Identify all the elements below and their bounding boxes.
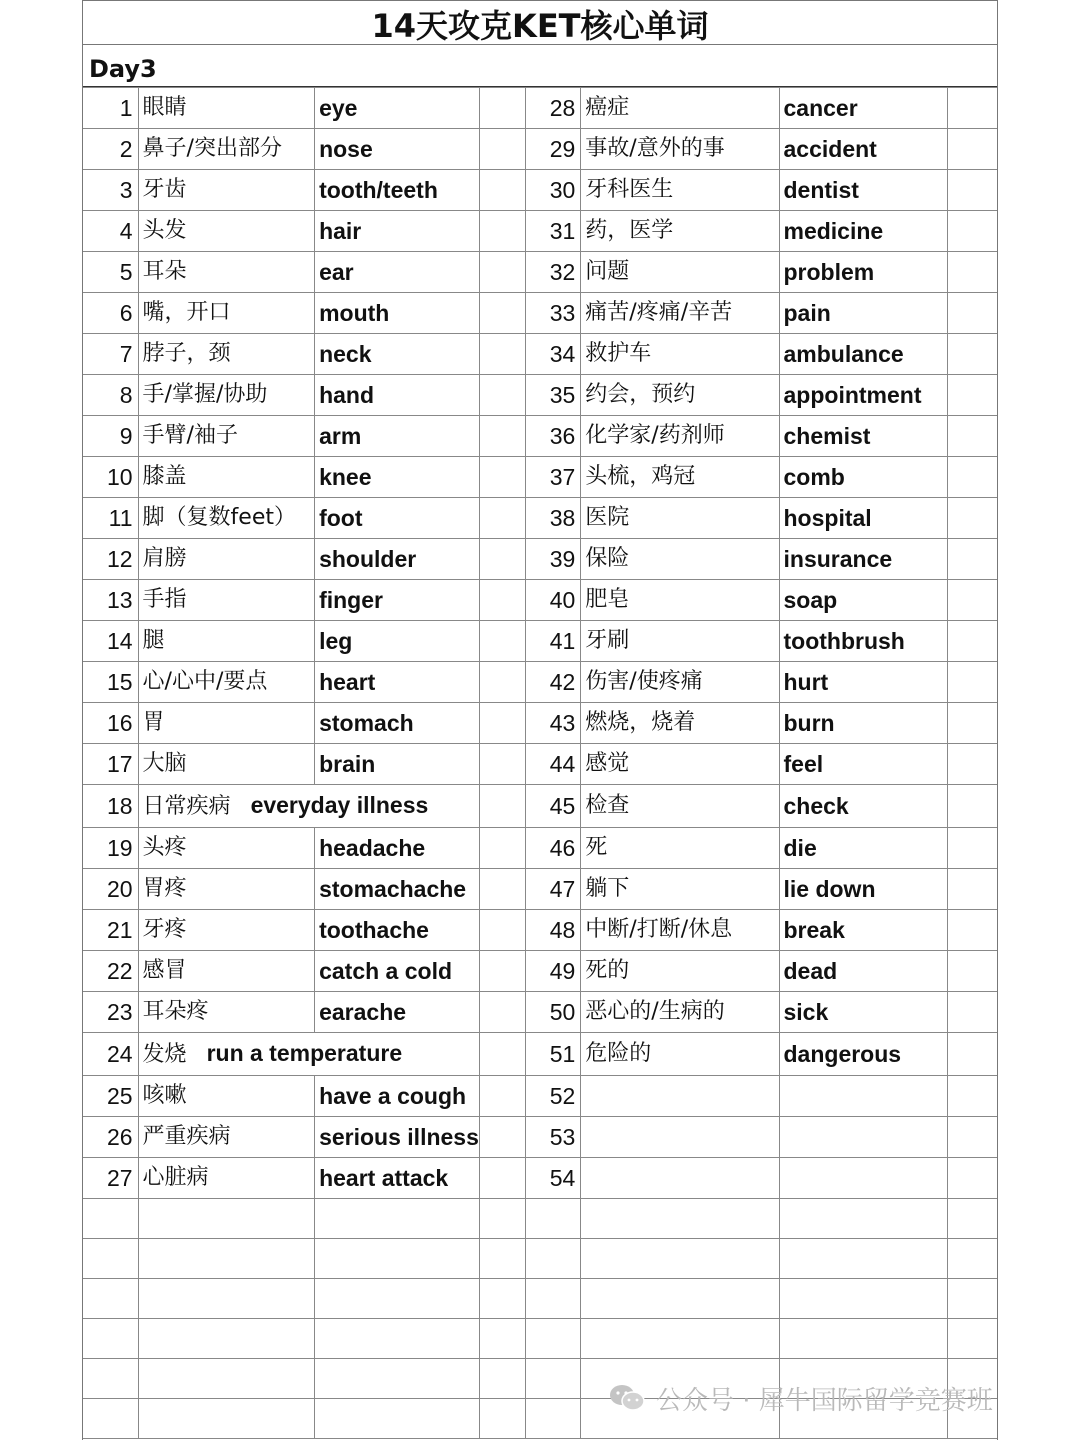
row-number: 3	[83, 170, 138, 211]
blank-cell	[315, 1359, 480, 1399]
chinese-term: 日常疾病	[142, 794, 231, 819]
blank-cell	[948, 1033, 997, 1076]
row-number: 28	[526, 88, 581, 129]
chinese-term: 约会，预约	[581, 375, 779, 416]
chinese-term: 死的	[581, 951, 779, 992]
blank-cell	[479, 662, 525, 703]
blank-cell	[948, 170, 997, 211]
blank-cell	[138, 1279, 315, 1319]
table-row	[83, 580, 997, 621]
english-term: shoulder	[315, 539, 480, 580]
blank-cell	[479, 170, 525, 211]
blank-cell	[948, 869, 997, 910]
blank-cell	[779, 1199, 948, 1239]
blank-cell	[479, 621, 525, 662]
english-term: tooth/teeth	[315, 170, 480, 211]
blank-cell	[479, 1117, 525, 1158]
english-term	[779, 1076, 948, 1117]
english-term: eye	[315, 88, 480, 129]
chinese-term: 医院	[581, 498, 779, 539]
row-number: 53	[526, 1117, 581, 1158]
blank-cell	[948, 498, 997, 539]
blank-cell	[315, 1199, 480, 1239]
english-term: heart attack	[315, 1158, 480, 1199]
table-row	[83, 334, 997, 375]
english-term: headache	[315, 828, 480, 869]
blank-cell	[948, 334, 997, 375]
table-row	[83, 1033, 997, 1076]
table-row	[83, 375, 997, 416]
row-number: 33	[526, 293, 581, 334]
english-term: sick	[779, 992, 948, 1033]
table-row	[83, 1199, 997, 1239]
chinese-term: 心脏病	[138, 1158, 315, 1199]
blank-cell	[83, 1239, 138, 1279]
wechat-icon	[608, 1383, 646, 1413]
blank-cell	[948, 580, 997, 621]
blank-cell	[948, 211, 997, 252]
chinese-term: 耳朵疼	[138, 992, 315, 1033]
row-number: 16	[83, 703, 138, 744]
row-number: 29	[526, 129, 581, 170]
row-number: 8	[83, 375, 138, 416]
english-term: dentist	[779, 170, 948, 211]
blank-cell	[948, 951, 997, 992]
blank-cell	[948, 703, 997, 744]
chinese-term: 牙齿	[138, 170, 315, 211]
row-number: 46	[526, 828, 581, 869]
row-number: 30	[526, 170, 581, 211]
day-label: Day3	[89, 55, 157, 83]
english-term: mouth	[315, 293, 480, 334]
row-number: 17	[83, 744, 138, 785]
chinese-term: 嘴，开口	[138, 293, 315, 334]
chinese-term: 胃疼	[138, 869, 315, 910]
chinese-term: 头梳，鸡冠	[581, 457, 779, 498]
english-term: toothache	[315, 910, 480, 951]
merged-entry-cell	[138, 1033, 479, 1076]
row-number: 37	[526, 457, 581, 498]
english-term: accident	[779, 129, 948, 170]
blank-cell	[948, 129, 997, 170]
table-row	[83, 869, 997, 910]
english-term: die	[779, 828, 948, 869]
table-row	[83, 951, 997, 992]
row-number: 35	[526, 375, 581, 416]
chinese-term: 死	[581, 828, 779, 869]
table-row	[83, 416, 997, 457]
english-term: hurt	[779, 662, 948, 703]
chinese-term: 危险的	[581, 1033, 779, 1076]
blank-cell	[526, 1399, 581, 1439]
row-number: 44	[526, 744, 581, 785]
row-number: 6	[83, 293, 138, 334]
blank-cell	[948, 1076, 997, 1117]
english-term: neck	[315, 334, 480, 375]
chinese-term: 胃	[138, 703, 315, 744]
chinese-term: 肥皂	[581, 580, 779, 621]
row-number: 5	[83, 252, 138, 293]
blank-cell	[479, 869, 525, 910]
row-number: 31	[526, 211, 581, 252]
row-number: 41	[526, 621, 581, 662]
blank-cell	[948, 252, 997, 293]
chinese-term	[581, 1158, 779, 1199]
blank-cell	[479, 252, 525, 293]
row-number: 39	[526, 539, 581, 580]
chinese-term: 手指	[138, 580, 315, 621]
blank-cell	[315, 1319, 480, 1359]
english-term: cancer	[779, 88, 948, 129]
row-number: 19	[83, 828, 138, 869]
english-term: stomach	[315, 703, 480, 744]
chinese-term: 牙刷	[581, 621, 779, 662]
blank-cell	[948, 88, 997, 129]
chinese-term: 咳嗽	[138, 1076, 315, 1117]
blank-cell	[948, 1199, 997, 1239]
chinese-term: 救护车	[581, 334, 779, 375]
blank-cell	[479, 334, 525, 375]
table-row	[83, 744, 997, 785]
english-term: catch a cold	[315, 951, 480, 992]
blank-cell	[315, 1279, 480, 1319]
blank-cell	[479, 211, 525, 252]
english-term: stomachache	[315, 869, 480, 910]
row-number: 32	[526, 252, 581, 293]
blank-cell	[948, 1117, 997, 1158]
english-term	[779, 1158, 948, 1199]
chinese-term: 眼睛	[138, 88, 315, 129]
row-number: 38	[526, 498, 581, 539]
chinese-term: 检查	[581, 785, 779, 828]
english-term: brain	[315, 744, 480, 785]
blank-cell	[948, 1279, 997, 1319]
english-term: nose	[315, 129, 480, 170]
chinese-term: 痛苦/疼痛/辛苦	[581, 293, 779, 334]
blank-cell	[479, 951, 525, 992]
row-number: 42	[526, 662, 581, 703]
blank-cell	[479, 539, 525, 580]
row-number: 10	[83, 457, 138, 498]
row-number: 54	[526, 1158, 581, 1199]
table-row	[83, 539, 997, 580]
blank-cell	[948, 457, 997, 498]
blank-cell	[479, 457, 525, 498]
blank-cell	[479, 375, 525, 416]
blank-cell	[948, 910, 997, 951]
blank-cell	[479, 1279, 525, 1319]
blank-cell	[526, 1359, 581, 1399]
blank-cell	[479, 1319, 525, 1359]
blank-cell	[83, 1359, 138, 1399]
row-number: 23	[83, 992, 138, 1033]
english-term: break	[779, 910, 948, 951]
chinese-term	[581, 1117, 779, 1158]
english-term: arm	[315, 416, 480, 457]
english-term: soap	[779, 580, 948, 621]
blank-cell	[948, 293, 997, 334]
chinese-term: 躺下	[581, 869, 779, 910]
blank-cell	[948, 416, 997, 457]
blank-cell	[315, 1239, 480, 1279]
chinese-term: 脚（复数feet）	[138, 498, 315, 539]
row-number: 26	[83, 1117, 138, 1158]
blank-cell	[479, 498, 525, 539]
row-number: 24	[83, 1033, 138, 1076]
table-row	[83, 828, 997, 869]
blank-cell	[948, 1239, 997, 1279]
blank-cell	[479, 785, 525, 828]
blank-cell	[479, 1239, 525, 1279]
page-title: 14天攻克KET核心单词	[83, 1, 997, 45]
english-term: foot	[315, 498, 480, 539]
english-term: have a cough	[315, 1076, 480, 1117]
table-row	[83, 1076, 997, 1117]
english-term: hospital	[779, 498, 948, 539]
blank-cell	[479, 1199, 525, 1239]
blank-cell	[83, 1319, 138, 1359]
blank-cell	[779, 1279, 948, 1319]
english-term: feel	[779, 744, 948, 785]
blank-cell	[581, 1239, 779, 1279]
chinese-term: 膝盖	[138, 457, 315, 498]
blank-cell	[526, 1199, 581, 1239]
chinese-term: 手臂/袖子	[138, 416, 315, 457]
chinese-term	[581, 1076, 779, 1117]
chinese-term: 头疼	[138, 828, 315, 869]
blank-cell	[83, 1279, 138, 1319]
english-term: ear	[315, 252, 480, 293]
watermark	[608, 1378, 993, 1418]
chinese-term: 发烧	[142, 1042, 187, 1067]
blank-cell	[479, 129, 525, 170]
row-number: 20	[83, 869, 138, 910]
chinese-term: 心/心中/要点	[138, 662, 315, 703]
row-number: 43	[526, 703, 581, 744]
blank-cell	[479, 1033, 525, 1076]
english-term: earache	[315, 992, 480, 1033]
blank-cell	[479, 293, 525, 334]
table-row	[83, 621, 997, 662]
row-number: 15	[83, 662, 138, 703]
english-term: chemist	[779, 416, 948, 457]
blank-cell	[138, 1199, 315, 1239]
table-row	[83, 910, 997, 951]
table-row	[83, 785, 997, 828]
blank-cell	[479, 744, 525, 785]
row-number: 1	[83, 88, 138, 129]
chinese-term: 耳朵	[138, 252, 315, 293]
row-number: 34	[526, 334, 581, 375]
row-number: 45	[526, 785, 581, 828]
table-row	[83, 1279, 997, 1319]
english-term: dead	[779, 951, 948, 992]
table-row	[83, 293, 997, 334]
english-term: check	[779, 785, 948, 828]
blank-cell	[479, 1399, 525, 1439]
blank-cell	[948, 992, 997, 1033]
blank-cell	[948, 375, 997, 416]
blank-cell	[83, 1199, 138, 1239]
blank-cell	[138, 1319, 315, 1359]
chinese-term: 鼻子/突出部分	[138, 129, 315, 170]
table-row	[83, 129, 997, 170]
chinese-term: 化学家/药剂师	[581, 416, 779, 457]
blank-cell	[479, 1359, 525, 1399]
english-term: comb	[779, 457, 948, 498]
blank-cell	[948, 744, 997, 785]
row-number: 51	[526, 1033, 581, 1076]
blank-cell	[581, 1319, 779, 1359]
blank-cell	[479, 910, 525, 951]
english-term: problem	[779, 252, 948, 293]
english-term: lie down	[779, 869, 948, 910]
row-number: 11	[83, 498, 138, 539]
table-row	[83, 1319, 997, 1359]
vocabulary-table	[83, 87, 997, 1439]
blank-cell	[526, 1239, 581, 1279]
row-number: 27	[83, 1158, 138, 1199]
blank-cell	[948, 828, 997, 869]
table-row	[83, 252, 997, 293]
english-term: appointment	[779, 375, 948, 416]
table-row	[83, 703, 997, 744]
chinese-term: 保险	[581, 539, 779, 580]
chinese-term: 感冒	[138, 951, 315, 992]
row-number: 48	[526, 910, 581, 951]
table-row	[83, 211, 997, 252]
chinese-term: 药，医学	[581, 211, 779, 252]
chinese-term: 问题	[581, 252, 779, 293]
english-term: dangerous	[779, 1033, 948, 1076]
table-row	[83, 498, 997, 539]
table-row	[83, 170, 997, 211]
english-term: toothbrush	[779, 621, 948, 662]
row-number: 52	[526, 1076, 581, 1117]
english-term: finger	[315, 580, 480, 621]
chinese-term: 大脑	[138, 744, 315, 785]
chinese-term: 腿	[138, 621, 315, 662]
chinese-term: 头发	[138, 211, 315, 252]
english-term: hand	[315, 375, 480, 416]
blank-cell	[948, 785, 997, 828]
chinese-term: 燃烧，烧着	[581, 703, 779, 744]
blank-cell	[526, 1319, 581, 1359]
row-number: 13	[83, 580, 138, 621]
blank-cell	[479, 992, 525, 1033]
merged-entry-cell	[138, 785, 479, 828]
watermark-text: 公众号 · 犀牛国际留学竞赛班	[656, 1385, 993, 1416]
blank-cell	[948, 1319, 997, 1359]
english-term: medicine	[779, 211, 948, 252]
table-row	[83, 662, 997, 703]
blank-cell	[948, 539, 997, 580]
row-number: 4	[83, 211, 138, 252]
english-term: everyday illness	[250, 792, 429, 818]
blank-cell	[138, 1239, 315, 1279]
english-term: insurance	[779, 539, 948, 580]
chinese-term: 严重疾病	[138, 1117, 315, 1158]
table-row	[83, 992, 997, 1033]
blank-cell	[315, 1399, 480, 1439]
row-number: 50	[526, 992, 581, 1033]
chinese-term: 手/掌握/协助	[138, 375, 315, 416]
table-row	[83, 1239, 997, 1279]
english-term: knee	[315, 457, 480, 498]
blank-cell	[138, 1399, 315, 1439]
blank-cell	[948, 662, 997, 703]
english-term: burn	[779, 703, 948, 744]
chinese-term: 中断/打断/休息	[581, 910, 779, 951]
chinese-term: 恶心的/生病的	[581, 992, 779, 1033]
blank-cell	[581, 1199, 779, 1239]
row-number: 14	[83, 621, 138, 662]
chinese-term: 脖子，颈	[138, 334, 315, 375]
chinese-term: 肩膀	[138, 539, 315, 580]
english-term: heart	[315, 662, 480, 703]
row-number: 36	[526, 416, 581, 457]
row-number: 22	[83, 951, 138, 992]
row-number: 12	[83, 539, 138, 580]
blank-cell	[581, 1279, 779, 1319]
blank-cell	[479, 1158, 525, 1199]
english-term: hair	[315, 211, 480, 252]
row-number: 9	[83, 416, 138, 457]
blank-cell	[479, 828, 525, 869]
table-row	[83, 457, 997, 498]
blank-cell	[479, 1076, 525, 1117]
blank-cell	[479, 88, 525, 129]
table-row	[83, 1158, 997, 1199]
blank-cell	[948, 621, 997, 662]
table-row	[83, 88, 997, 129]
blank-cell	[138, 1359, 315, 1399]
row-number: 40	[526, 580, 581, 621]
english-term	[779, 1117, 948, 1158]
row-number: 7	[83, 334, 138, 375]
chinese-term: 感觉	[581, 744, 779, 785]
blank-cell	[479, 703, 525, 744]
row-number: 2	[83, 129, 138, 170]
row-number: 47	[526, 869, 581, 910]
blank-cell	[479, 416, 525, 457]
english-term: pain	[779, 293, 948, 334]
blank-cell	[479, 580, 525, 621]
table-row	[83, 1117, 997, 1158]
chinese-term: 伤害/使疼痛	[581, 662, 779, 703]
chinese-term: 事故/意外的事	[581, 129, 779, 170]
blank-cell	[526, 1279, 581, 1319]
row-number: 21	[83, 910, 138, 951]
chinese-term: 癌症	[581, 88, 779, 129]
row-number: 49	[526, 951, 581, 992]
row-number: 18	[83, 785, 138, 828]
english-term: leg	[315, 621, 480, 662]
vocabulary-sheet	[82, 0, 998, 1440]
english-term: ambulance	[779, 334, 948, 375]
chinese-term: 牙疼	[138, 910, 315, 951]
chinese-term: 牙科医生	[581, 170, 779, 211]
blank-cell	[779, 1239, 948, 1279]
blank-cell	[779, 1319, 948, 1359]
blank-cell	[83, 1399, 138, 1439]
blank-cell	[948, 1158, 997, 1199]
english-term: run a temperature	[206, 1040, 403, 1066]
row-number: 25	[83, 1076, 138, 1117]
english-term: serious illness	[315, 1117, 480, 1158]
